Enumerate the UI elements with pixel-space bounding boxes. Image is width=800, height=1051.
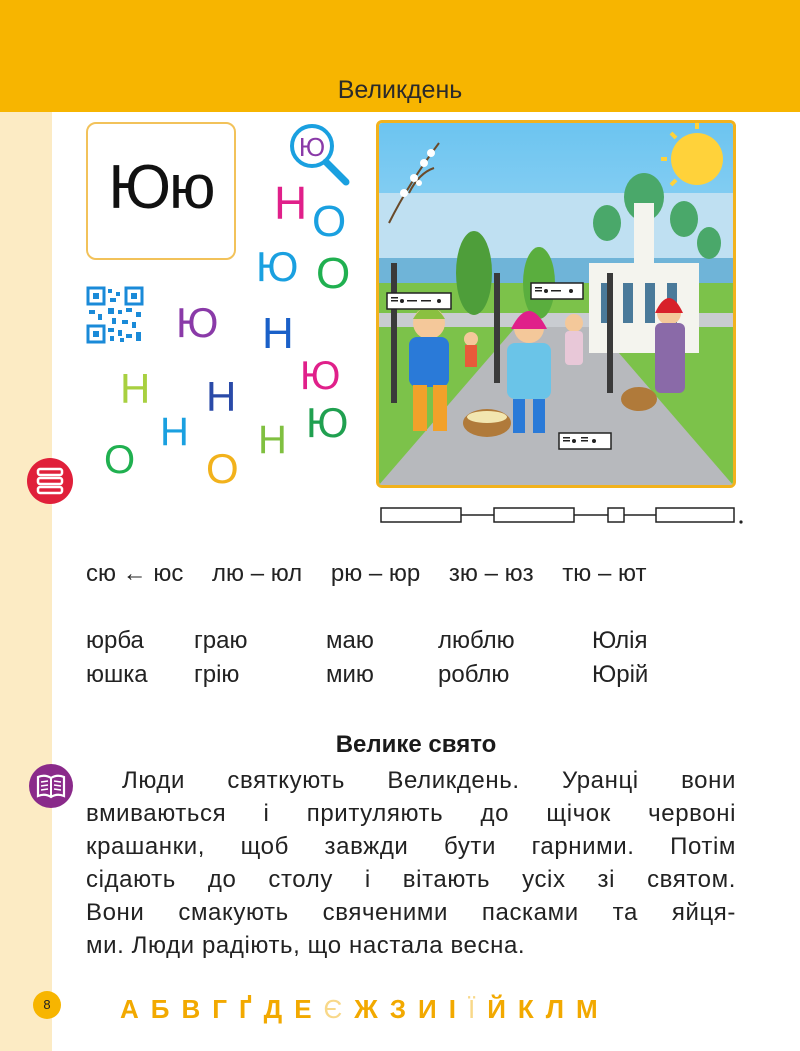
alphabet-letter: Й <box>487 994 507 1024</box>
easter-scene-illustration <box>376 120 736 488</box>
scattered-letter: Н <box>274 177 308 229</box>
sentence-scheme <box>380 505 760 527</box>
alphabet-letter: Є <box>323 994 344 1024</box>
word: маю <box>326 627 374 654</box>
word: Юрій <box>592 661 649 688</box>
alphabet-letter: Б <box>150 994 171 1024</box>
scattered-letter: Н <box>206 373 237 420</box>
story-title: Велике свято <box>335 731 497 758</box>
syllable-item: тю – ют <box>562 560 647 587</box>
scattered-letter: Ю <box>256 243 299 290</box>
syllable-item: лю – юл <box>212 560 303 587</box>
scattered-letter: О <box>316 249 351 298</box>
alphabet-letter: А <box>120 994 140 1024</box>
scattered-letter: Н <box>160 410 189 454</box>
word: юрба <box>86 627 144 654</box>
scattered-letter: Н <box>120 365 151 412</box>
alphabet-letter: І <box>448 994 457 1024</box>
scattered-letter: Н <box>262 309 294 358</box>
syllable-item: рю – юр <box>330 560 421 587</box>
alphabet-letter: З <box>389 994 408 1024</box>
word: Юлія <box>592 627 648 654</box>
scattered-letter: Ю <box>300 354 341 398</box>
scattered-letter: Ю <box>306 399 349 446</box>
alphabet-letter: К <box>517 994 535 1024</box>
word: юшка <box>86 661 148 688</box>
alphabet-letter: Л <box>545 994 565 1024</box>
word: роблю <box>438 661 510 688</box>
syllable-item: зю – юз <box>448 560 534 587</box>
alphabet-letter: Ж <box>354 994 379 1024</box>
syllable-row <box>86 560 668 588</box>
word: люблю <box>438 627 515 654</box>
story-line: крашанки, щоб завжди бути гарними. Потім <box>86 833 736 860</box>
alphabet-letter: Ґ <box>239 994 253 1024</box>
book-stack-icon <box>26 457 74 505</box>
story-text <box>86 764 736 962</box>
story-line: сідають до столу і вітають усіх зі святом. <box>86 866 736 893</box>
alphabet-letter: Д <box>263 994 284 1024</box>
story-line: Люди святкують Великдень. Уранці вони <box>122 767 736 794</box>
story-line: Вони смакують свяченими пасками та яйця- <box>86 899 736 926</box>
alphabet-letter: Ї <box>467 994 477 1024</box>
scattered-letter: О <box>312 197 347 246</box>
open-book-icon <box>28 763 74 809</box>
scattered-letter: О <box>206 445 239 492</box>
margin-strip <box>0 112 52 1051</box>
alphabet-letter: В <box>181 994 202 1024</box>
alphabet-letter: М <box>576 994 599 1024</box>
scattered-letter: О <box>104 438 136 482</box>
magnifier-letter: Ю <box>298 132 326 162</box>
alphabet-strip <box>120 994 610 1025</box>
word: граю <box>194 627 248 654</box>
alphabet-letter: И <box>418 994 438 1024</box>
letter-card-text: Юю <box>108 153 214 222</box>
alphabet-letter: Е <box>294 994 313 1024</box>
story-line: ми. Люди радіють, що настала весна. <box>86 932 526 959</box>
page-number: 8 <box>43 997 51 1012</box>
word: мию <box>326 661 374 688</box>
scattered-letter: Н <box>258 418 287 462</box>
syllable-item: сю ← юс <box>86 560 184 587</box>
story-line: вмиваються і притуляють до щічок червоні <box>86 800 736 827</box>
page-title: Великдень <box>337 76 463 104</box>
qr-code-icon[interactable] <box>86 286 144 344</box>
word: грію <box>194 661 240 688</box>
alphabet-letter: Г <box>212 994 228 1024</box>
scattered-letter: Ю <box>176 299 219 346</box>
